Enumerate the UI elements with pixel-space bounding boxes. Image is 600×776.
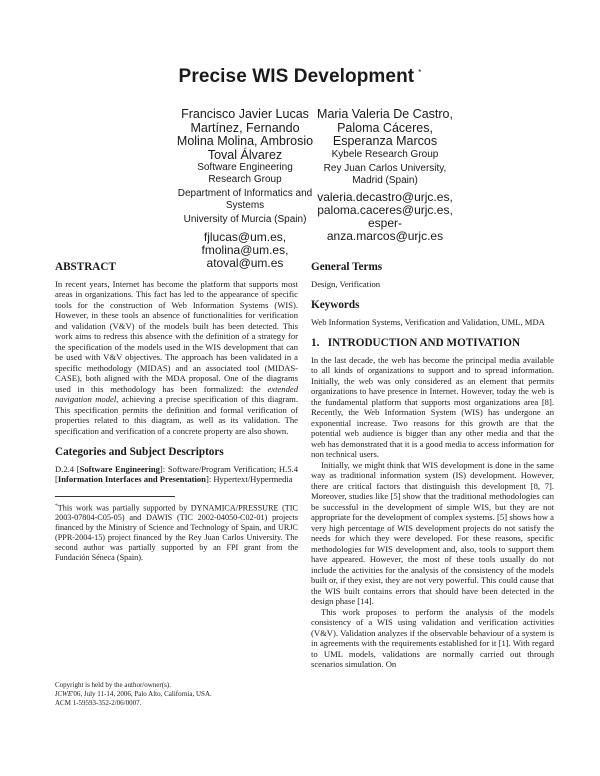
category-part: ]: Hypertext/Hypermedia bbox=[205, 474, 293, 484]
footnote bbox=[55, 501, 298, 564]
footnote-text: This work was partially supported by DYNAMICA/PRESSURE (TIC 2003-07804-C05-05) and DAWIS (TIC 2002-04050-C02-01) projects financed by the Ministry of Science and Technology of Spain, and URJC (PPR-2004-15) project financed by the Rey Juan Carlos University. The second author was partially supported by an FPI grant from the Fundación Séneca (Spain). bbox=[55, 503, 298, 563]
general-terms-heading: General Terms bbox=[311, 261, 383, 273]
affiliation-line: Software Engineering bbox=[197, 162, 293, 173]
abstract-text-part: In recent years, Internet has become the platform that supports most areas in organizations. This fact has led to the appearance of specific tools for the construction of Web Information Systems (WIS). However, in these tools an absence of functionalities for verification and validation (V&V) of the models built has been detected. This work aims to redress this absence with the definition of a strategy for the specification of the models used in the WIS development that can be used with V&V objectives. The approach has been validated in a specific methodology (MIDAS) and an associated tool (MIDAS-CASE), both aligned with the MDA proposal. One of the diagrams used in this methodology has been formalized: the bbox=[55, 278, 298, 394]
email-link[interactable]: fmolina@um.es, bbox=[201, 242, 289, 257]
affiliation-line: Research Group bbox=[208, 173, 282, 185]
keywords-heading: Keywords bbox=[311, 299, 360, 311]
copyright-block bbox=[55, 681, 298, 709]
affiliation-line: Madrid (Spain) bbox=[352, 174, 418, 186]
email-link[interactable]: atoval@um.es bbox=[206, 255, 284, 270]
copyright-line bbox=[55, 690, 298, 699]
author-name-line: Francisco Javier Lucas bbox=[181, 107, 309, 121]
author-name-line: Toval Álvarez bbox=[207, 147, 283, 162]
category-bold: Software Engineering bbox=[79, 463, 160, 474]
conference-name: ICWE bbox=[55, 690, 73, 699]
abstract-text-part: , achieving a precise specification of this diagram. This specification permits the definition and formal verification of properties related to this diagram, as well as its validation. The specification and verification of a concrete property are also shown. bbox=[55, 394, 298, 436]
title-footnote-mark: * bbox=[418, 67, 422, 77]
author-group-urjc bbox=[290, 108, 480, 243]
affiliation-line: Rey Juan Carlos University, bbox=[323, 163, 447, 174]
left-column bbox=[55, 262, 298, 563]
author-name-line: Martínez, Fernando bbox=[190, 120, 300, 135]
paper-title-text: Precise WIS Development bbox=[178, 66, 415, 87]
intro-paragraph: Initially, we might think that WIS development is done in the same way as traditional information system (IS) development. However, there are critical factors that distinguish this development [8, 7]. Moreover, studies like [5] show that the traditional methodologies can be successful in the development of simple WIS, but they are not appropriate for the development of complex systems. [5] shows how a very high percentage of WIS development projects do not satisfy the needs for which they were developed. For these reasons, specific methodologies for WIS development and, also, tools to support them have appeared. However, the most of these tools usually do not include the activities for the analysis of the consistency of the models built or, if they exist, they are not very powerful. This could cause that the WIS built contains errors that should have been detected in the design phase [14]. bbox=[311, 459, 554, 606]
email-link[interactable]: esper- bbox=[367, 216, 402, 230]
abstract-emphasis: extended navigation model bbox=[55, 383, 298, 404]
keywords-text: Web Information Systems, Verification and Validation, UML, MDA bbox=[311, 316, 545, 327]
email-link[interactable]: paloma.caceres@urjc.es, bbox=[317, 203, 453, 217]
keywords-section bbox=[311, 300, 554, 327]
abstract-text bbox=[55, 279, 298, 437]
abstract-heading: ABSTRACT bbox=[55, 261, 116, 273]
category-part: ]: Software/Program Verification; H.5.4 [ bbox=[55, 463, 299, 484]
category-part: D.2.4 [ bbox=[55, 463, 80, 474]
introduction-section bbox=[311, 338, 554, 670]
category-bold: Information Interfaces and Presentation bbox=[57, 474, 206, 484]
affiliation-line: University of Murcia (Spain) bbox=[183, 214, 307, 225]
categories-heading: Categories and Subject Descriptors bbox=[55, 446, 224, 458]
footnote-divider bbox=[55, 496, 175, 497]
copyright-line: ACM 1-59593-352-2/06/0007. bbox=[55, 699, 142, 708]
email-link[interactable]: fjlucas@um.es, bbox=[203, 229, 287, 244]
affiliation-line: Systems bbox=[225, 199, 265, 211]
paper-title bbox=[0, 66, 600, 88]
affiliation-line: Department of Informatics and bbox=[177, 188, 313, 199]
general-terms-section bbox=[311, 262, 554, 289]
email-link[interactable]: anza.marcos@urjc.es bbox=[326, 229, 444, 243]
footnote-mark: * bbox=[55, 502, 58, 509]
categories-text bbox=[55, 464, 298, 485]
right-column bbox=[311, 262, 554, 670]
affiliation-line: Kybele Research Group bbox=[331, 148, 439, 160]
abstract-section bbox=[55, 262, 298, 436]
introduction-heading: 1. INTRODUCTION AND MOTIVATION bbox=[311, 337, 521, 349]
author-name-line: Paloma Cáceres, bbox=[337, 120, 433, 135]
conference-details: '06, July 11-14, 2006, Palo Alto, California, USA. bbox=[72, 690, 212, 699]
author-name-line: Molina Molina, Ambrosio bbox=[176, 134, 314, 148]
author-name-line: Esperanza Marcos bbox=[332, 134, 438, 148]
intro-paragraph: In the last decade, the web has become the principal media available to all kinds of organizations to support and to spread information. Initially, the web was only considered as an element that permits organizations to have presence in Internet. However, today the web is the fundamental platform that supports most organizations area [8]. Recently, the Web Information System (WIS) has undergone an exponential increase. Two reasons for this growth are that the potential web audience is bigger than any other media and that the web has demonstrated that it is a good media to access information for non technical users. bbox=[311, 354, 554, 459]
email-link[interactable]: valeria.decastro@urjc.es, bbox=[317, 190, 453, 204]
categories-section bbox=[55, 447, 298, 485]
author-block bbox=[0, 108, 600, 283]
copyright-line: Copyright is held by the author/owner(s). bbox=[55, 681, 171, 689]
author-name-line: Maria Valeria De Castro, bbox=[317, 107, 453, 121]
email-list bbox=[290, 191, 480, 243]
intro-paragraph: This work proposes to perform the analysis of the models consistency of a WIS using validation and verification activities (V&V). Validation analyzes if the observable behaviour of a system is in agreements with the requirements established for it [1]. With regard to UML models, validations are normally carried out through scenarios simulation. On bbox=[311, 606, 554, 669]
general-terms-text: Design, Verification bbox=[311, 278, 381, 289]
